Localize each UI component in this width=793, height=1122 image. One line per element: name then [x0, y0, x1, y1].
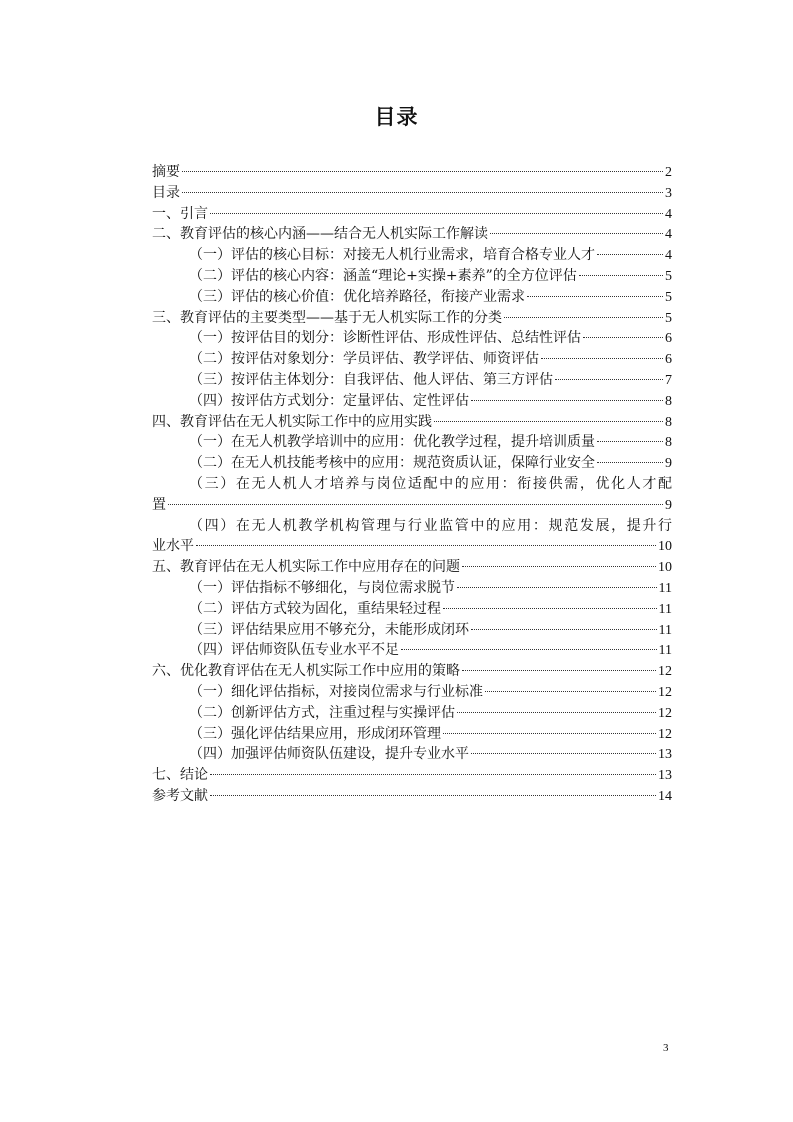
toc-entry-label: 一、引言: [152, 205, 208, 222]
toc-entry-page: 8: [665, 393, 672, 409]
toc-entry-page: 11: [658, 622, 672, 638]
toc-entry[interactable]: [152, 308, 672, 329]
toc-dot-leader: [597, 254, 663, 255]
toc-entry-label: （三）评估的核心价值：优化培养路径，衔接产业需求: [189, 288, 525, 305]
toc-entry-page: 12: [658, 664, 672, 680]
toc-dot-leader: [168, 504, 663, 505]
toc-entry-page: 5: [665, 310, 672, 326]
toc-dot-leader: [555, 379, 663, 380]
toc-dot-leader: [527, 296, 663, 297]
toc-entry[interactable]: [152, 204, 672, 225]
toc-dot-leader: [462, 670, 656, 671]
toc-entry-page: 6: [665, 352, 672, 368]
toc-entry-label: 二、教育评估的核心内涵——结合无人机实际工作解读: [152, 226, 488, 243]
toc-entry[interactable]: [152, 682, 672, 703]
toc-entry-label: （三）按评估主体划分：自我评估、他人评估、第三方评估: [189, 371, 553, 388]
toc-entry-label-continued: 业水平: [152, 538, 194, 555]
toc-entry-page: 4: [665, 248, 672, 264]
page-title: 目录: [374, 105, 419, 129]
toc-entry-page: 4: [665, 206, 672, 222]
toc-dot-leader: [443, 608, 657, 609]
toc-entry-label: （四）加强评估师资队伍建设，提升专业水平: [189, 746, 469, 763]
toc-entry[interactable]: [152, 765, 672, 786]
toc-entry[interactable]: [152, 432, 672, 453]
toc-dot-leader: [196, 545, 656, 546]
toc-entry[interactable]: [152, 557, 672, 578]
toc-dot-leader: [541, 358, 663, 359]
toc-entry-label: （一）按评估目的划分：诊断性评估、形成性评估、总结性评估: [189, 330, 581, 347]
toc-entry-page: 5: [665, 268, 672, 284]
toc-entry[interactable]: [152, 599, 672, 620]
toc-entry-page: 14: [658, 788, 672, 804]
toc-dot-leader: [471, 400, 663, 401]
toc-entry[interactable]: [152, 724, 672, 745]
toc-entry-label: （一）细化评估指标，对接岗位需求与行业标准: [189, 683, 483, 700]
toc-entry-page: 12: [658, 705, 672, 721]
toc-dot-leader: [597, 441, 663, 442]
toc-entry[interactable]: [152, 703, 672, 724]
toc-entry-page: 13: [658, 747, 672, 763]
toc-entry-label: （一）评估的核心目标：对接无人机行业需求，培育合格专业人才: [189, 247, 595, 264]
toc-entry[interactable]: [152, 224, 672, 245]
toc-dot-leader: [182, 171, 663, 172]
table-of-contents: [152, 162, 672, 807]
toc-entry-page: 2: [665, 165, 672, 180]
toc-dot-leader: [462, 566, 656, 567]
toc-dot-leader: [457, 712, 656, 713]
toc-entry-page: 11: [658, 643, 672, 659]
toc-entry[interactable]: [152, 620, 672, 641]
toc-entry-label: （二）按评估对象划分：学员评估、教学评估、师资评估: [189, 351, 539, 368]
toc-entry[interactable]: [152, 412, 672, 433]
toc-entry-page: 11: [658, 580, 672, 596]
toc-entry-label: （二）创新评估方式，注重过程与实操评估: [189, 704, 455, 721]
toc-entry[interactable]: [152, 183, 672, 204]
toc-entry-label: 七、结论: [152, 767, 208, 784]
toc-entry[interactable]: [152, 370, 672, 391]
toc-entry[interactable]: [152, 349, 672, 370]
toc-dot-leader: [210, 774, 656, 775]
toc-entry-label: （四）评估师资队伍专业水平不足: [189, 642, 399, 659]
toc-entry-page: 10: [658, 560, 672, 576]
toc-entry-label: （三）强化评估结果应用，形成闭环管理: [189, 725, 441, 742]
toc-entry-page: 5: [665, 289, 672, 305]
toc-entry-label: 摘要: [152, 164, 180, 180]
toc-dot-leader: [597, 462, 663, 463]
toc-dot-leader: [210, 213, 663, 214]
toc-entry-page: 3: [665, 185, 672, 201]
toc-dot-leader: [471, 753, 656, 754]
toc-entry-page: 8: [665, 414, 672, 430]
toc-entry-label: （一）评估指标不够细化，与岗位需求脱节: [189, 579, 455, 596]
toc-entry-page: 13: [658, 768, 672, 784]
toc-dot-leader: [434, 421, 663, 422]
toc-dot-leader: [504, 317, 663, 318]
toc-entry-page: 12: [658, 684, 672, 700]
toc-entry-label: 六、优化教育评估在无人机实际工作中应用的策略: [152, 663, 460, 680]
toc-entry-page: 4: [665, 227, 672, 243]
toc-entry[interactable]: [152, 786, 672, 807]
toc-entry-page: 10: [658, 539, 672, 555]
toc-entry-label: （二）在无人机技能考核中的应用：规范资质认证，保障行业安全: [189, 455, 595, 472]
toc-dot-leader: [490, 233, 663, 234]
toc-dot-leader: [579, 275, 663, 276]
toc-entry-page: 7: [665, 372, 672, 388]
toc-dot-leader: [182, 192, 663, 193]
toc-dot-leader: [457, 587, 657, 588]
toc-entry-label: （一）在无人机教学培训中的应用：优化教学过程，提升培训质量: [189, 434, 595, 451]
toc-entry-label: （四）在无人机教学机构管理与行业监管中的应用：规范发展，提升行: [189, 517, 672, 534]
toc-entry-label: （二）评估的核心内容：涵盖“理论+实操+素养”的全方位评估: [189, 267, 577, 284]
toc-entry-label: 参考文献: [152, 787, 208, 804]
toc-entry[interactable]: [152, 474, 672, 516]
toc-entry-label: 目录: [152, 184, 180, 201]
page-number: 3: [663, 1042, 669, 1054]
toc-entry[interactable]: [152, 516, 672, 558]
toc-dot-leader: [485, 691, 656, 692]
toc-entry[interactable]: [152, 661, 672, 682]
toc-entry[interactable]: [152, 287, 672, 308]
toc-entry[interactable]: [152, 744, 672, 765]
toc-entry[interactable]: [152, 391, 672, 412]
toc-entry-page: 9: [665, 456, 672, 472]
toc-entry[interactable]: [152, 453, 672, 474]
toc-entry[interactable]: [152, 266, 672, 287]
toc-dot-leader: [583, 337, 663, 338]
toc-entry-label: 五、教育评估在无人机实际工作中应用存在的问题: [152, 559, 460, 576]
toc-entry-label: （三）在无人机人才培养与岗位适配中的应用：衔接供需，优化人才配: [189, 475, 672, 492]
toc-entry[interactable]: [152, 162, 672, 183]
toc-entry-label: （二）评估方式较为固化，重结果轻过程: [189, 600, 441, 617]
toc-entry-label-continued: 置: [152, 496, 166, 513]
toc-dot-leader: [443, 733, 656, 734]
toc-entry-page: 12: [658, 726, 672, 742]
toc-entry[interactable]: [152, 640, 672, 661]
toc-entry-page: 9: [665, 497, 672, 513]
toc-entry-label: 四、教育评估在无人机实际工作中的应用实践: [152, 413, 432, 430]
toc-entry-label: 三、教育评估的主要类型——基于无人机实际工作的分类: [152, 309, 502, 326]
toc-entry-label: （四）按评估方式划分：定量评估、定性评估: [189, 392, 469, 409]
toc-dot-leader: [210, 795, 656, 796]
toc-dot-leader: [471, 629, 657, 630]
toc-entry[interactable]: [152, 328, 672, 349]
toc-entry[interactable]: [152, 245, 672, 266]
toc-entry-page: 6: [665, 331, 672, 347]
toc-entry-page: 8: [665, 435, 672, 451]
toc-entry[interactable]: [152, 578, 672, 599]
toc-dot-leader: [401, 649, 657, 650]
toc-entry-page: 11: [658, 601, 672, 617]
toc-entry-label: （三）评估结果应用不够充分，未能形成闭环: [189, 621, 469, 638]
